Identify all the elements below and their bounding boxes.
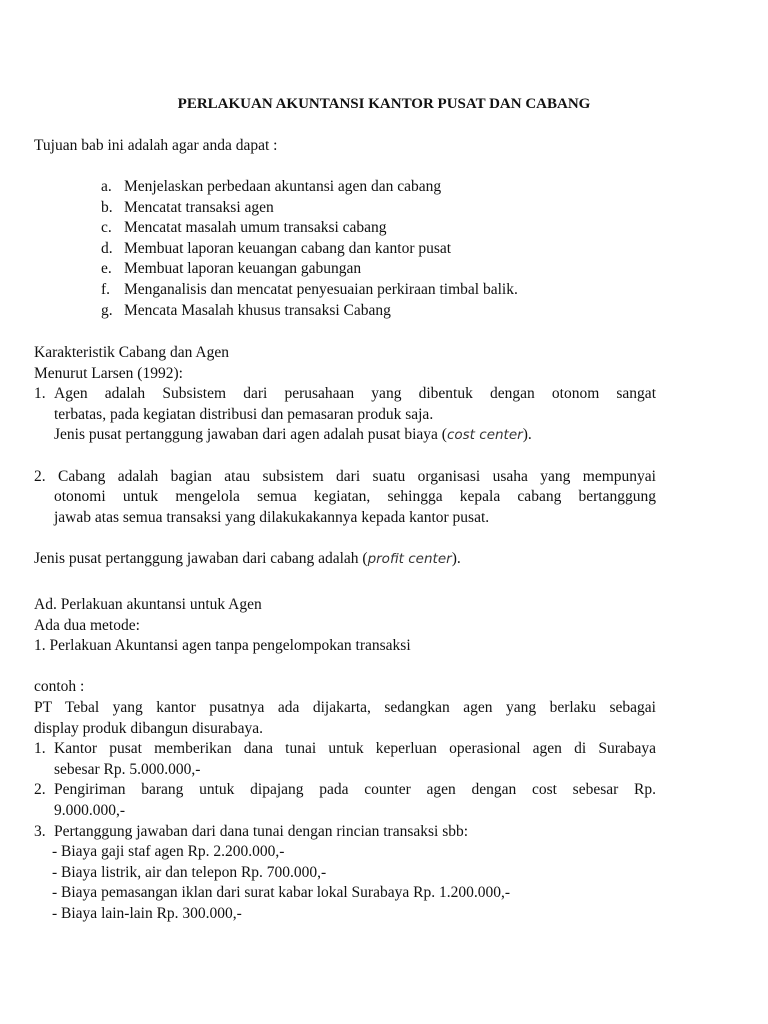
list-item: g. Mencata Masalah khusus transaksi Cabang bbox=[101, 301, 391, 319]
paragraph-line: Agen adalah Subsistem dari perusahaan yang dibentuk dengan otonom sangat bbox=[54, 385, 656, 403]
paragraph-number: 2. bbox=[34, 781, 46, 799]
paragraph-line: Pertanggung jawaban dari dana tunai dengan rincian transaksi sbb: bbox=[54, 822, 469, 840]
paragraph-line: Ada dua metode: bbox=[34, 616, 140, 634]
list-item: d. Membuat laporan keuangan cabang dan kantor pusat bbox=[101, 239, 452, 257]
paragraph-line: sebesar Rp. 5.000.000,- bbox=[54, 760, 201, 778]
paragraph-line: 1. Perlakuan Akuntansi agen tanpa pengelompokan transaksi bbox=[34, 637, 411, 655]
paragraph-line: display produk dibangun disurabaya. bbox=[34, 719, 264, 737]
list-item: a. Menjelaskan perbedaan akuntansi agen dan cabang bbox=[101, 178, 442, 195]
source-line: Menurut Larsen (1992): bbox=[34, 364, 183, 382]
numbered-paragraph bbox=[34, 739, 656, 760]
term-profit-center: profit center bbox=[367, 550, 452, 567]
paragraph-line: PT Tebal yang kantor pusatnya ada dijakarta, sedangkan agen yang berlaku sebagai bbox=[34, 698, 656, 716]
section-heading: Karakteristik Cabang dan Agen bbox=[34, 344, 229, 361]
list-item: c. Mencatat masalah umum transaksi cabang bbox=[101, 219, 387, 237]
numbered-paragraph bbox=[34, 822, 656, 843]
intro-section bbox=[34, 136, 656, 157]
paragraph-number: 1. bbox=[34, 385, 46, 403]
list-item: e. Membuat laporan keuangan gabungan bbox=[101, 260, 362, 278]
paragraph-line: Pengiriman barang untuk dipajang pada counter agen dengan cost sebesar Rp. bbox=[54, 781, 656, 799]
term-cost-center: cost center bbox=[446, 427, 523, 444]
numbered-paragraph bbox=[34, 780, 656, 801]
objectives-list bbox=[34, 177, 656, 321]
agen-section bbox=[34, 595, 656, 925]
intro-text: Tujuan bab ini adalah agar anda dapat : bbox=[34, 137, 278, 154]
paragraph-number: 3. bbox=[34, 822, 46, 840]
paragraph-line: 9.000.000,- bbox=[54, 801, 126, 819]
paragraph-line: jawab atas semua transaksi yang dilakukakannya kepada kantor pusat. bbox=[54, 508, 490, 526]
paragraph-number: 1. bbox=[34, 740, 46, 758]
list-item: - Biaya gaji staf agen Rp. 2.200.000,- bbox=[52, 843, 285, 861]
section-heading: Ad. Perlakuan akuntansi untuk Agen bbox=[34, 596, 262, 613]
list-item: - Biaya lain-lain Rp. 300.000,- bbox=[52, 904, 242, 922]
list-item: b. Mencatat transaksi agen bbox=[101, 198, 274, 216]
example-label: contoh : bbox=[34, 678, 85, 696]
paragraph-line: Kantor pusat memberikan dana tunai untuk keperluan operasional agen di Surabaya bbox=[54, 740, 656, 758]
karakteristik-section bbox=[34, 343, 656, 570]
list-item: - Biaya listrik, air dan telepon Rp. 700.000,- bbox=[52, 863, 327, 881]
numbered-paragraph bbox=[34, 384, 656, 405]
paragraph-line: Jenis pusat pertanggung jawaban dari agen adalah pusat biaya (cost center). bbox=[54, 426, 532, 444]
paragraph-line: 2. Cabang adalah bagian atau subsistem dari suatu organisasi usaha yang mempunyai bbox=[34, 467, 656, 485]
paragraph-line: terbatas, pada kegiatan distribusi dan pemasaran produk saja. bbox=[54, 405, 434, 423]
list-item: f. Menganalisis dan mencatat penyesuaian perkiraan timbal balik. bbox=[101, 280, 518, 298]
list-item: - Biaya pemasangan iklan dari surat kabar lokal Surabaya Rp. 1.200.000,- bbox=[52, 884, 510, 902]
page-title: PERLAKUAN AKUNTANSI KANTOR PUSAT DAN CABANG bbox=[177, 96, 591, 112]
paragraph-line: Jenis pusat pertanggung jawaban dari cabang adalah (profit center). bbox=[34, 549, 461, 567]
paragraph-line: otonomi untuk mengelola semua kegiatan, sehingga kepala cabang bertanggung bbox=[54, 488, 656, 506]
